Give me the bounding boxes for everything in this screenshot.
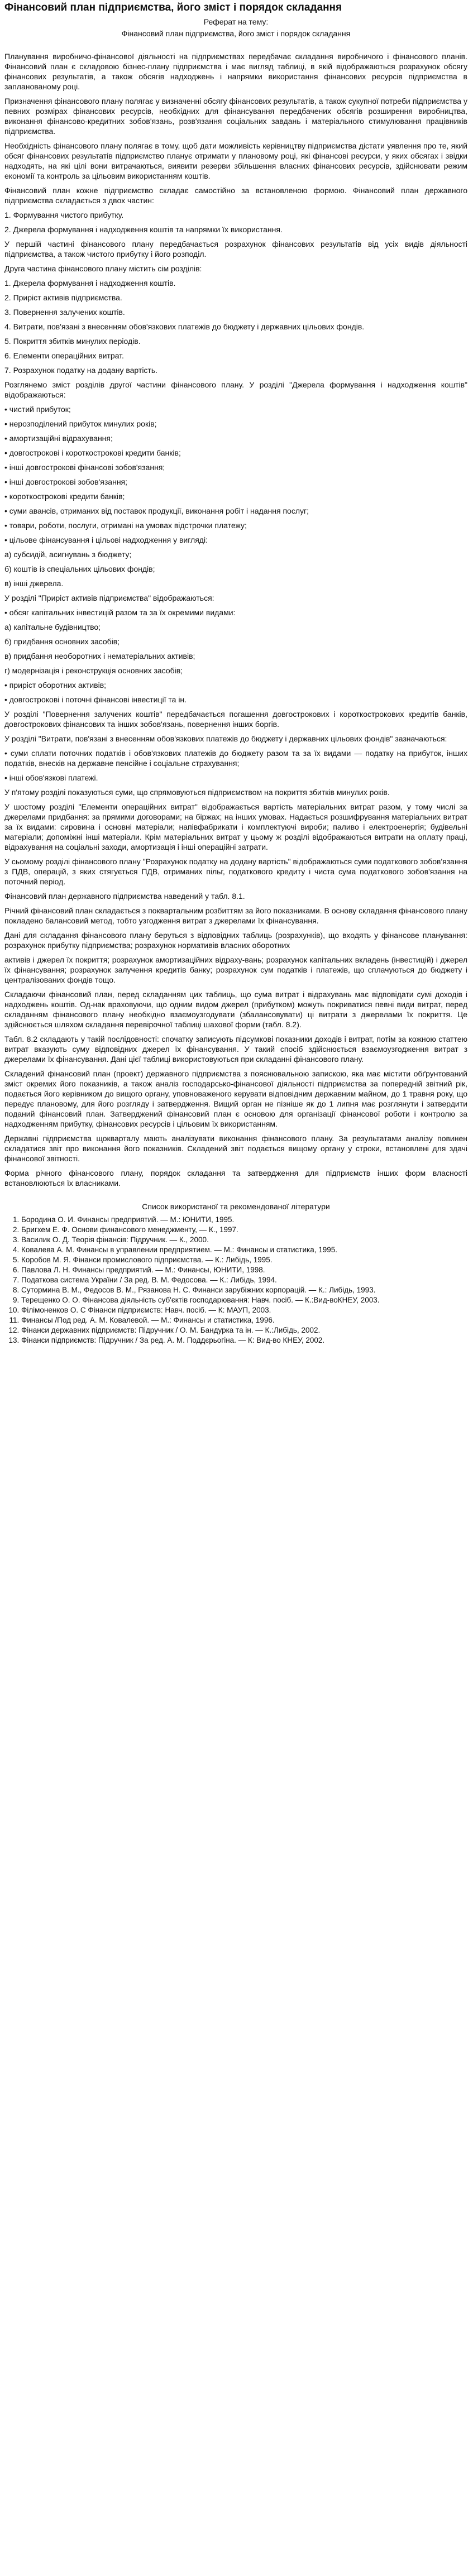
reference-item: 1. Бородина О. И. Финансы предприятий. — М.: ЮНИТИ, 1995.	[21, 1215, 467, 1224]
document-title: Фінансовий план підприємства, його зміст і порядок складання	[4, 2, 342, 13]
paragraph: Призначення фінансового плану полягає у визначенні обсягу фінансових результатів, а також сукупної потреби підприємства у певних розмірах фінансових ресурсів, необхідних для фінансування передбачених обсягів розширення виробництва, виконання фінансово-кредитних зобов'язань, розв'язання соціальних завдань і матеріального стимулювання працівників підприємства.	[4, 97, 467, 136]
reference-item: 4. Ковалева А. М. Финансы в управлении предприятием. — М.: Финансы и статистика, 1995.	[21, 1245, 467, 1255]
paragraph: Державні підприємства щокварталу мають аналізувати виконання фінансового плану. За результатами аналізу повинен складатися звіт про виконання його показників. Складений звіт подається вищому органу у строки, встановлені для здачі фінансової звітності.	[4, 1134, 467, 1163]
paragraph: • товари, роботи, послуги, отримані на умовах відстрочки платежу;	[4, 521, 247, 530]
reference-item: 2. Бригхем Е. Ф. Основи финансового менеджменту, — К., 1997.	[21, 1225, 467, 1234]
paragraph: активів і джерел їх покриття; розрахунок амортизаційних відраху-вань; розрахунок капітальних вкладень (інвестицій) і джерел їх фінансування; розрахунок залучення кредитів банку; розрахунок сум податків і платежів, що сплачуються до бюджету і централізованих фондів тощо.	[4, 955, 467, 984]
reference-item: 12. Фінанси державних підприємств: Підручник / О. М. Бандурка та ін. — К.:Либідь, 2002.	[21, 1325, 467, 1335]
paragraph: а) субсидій, асигнувань з бюджету;	[4, 550, 132, 559]
paragraph: Друга частина фінансового плану містить сім розділів:	[4, 264, 202, 273]
paragraph: У п'ятому розділі показуються суми, що спрямовуються підприємством на покриття збитків минулих років.	[4, 788, 390, 797]
paragraph: • інші обов'язкові платежі.	[4, 773, 98, 782]
paragraph: Фінансовий план державного підприємства наведений у табл. 8.1.	[4, 892, 245, 901]
paragraph: • суми сплати поточних податків і обов'язкових платежів до бюджету разом та за їх видами — податку на прибуток, інших податків, внесків на державне пенсійне і соціальне страхування;	[4, 749, 467, 768]
reference-item: 8. Сутормина В. М., Федосов В. М., Рязанова Н. С. Финанси зарубіжних корпорацій. — К.: Либідь, 1993.	[21, 1285, 467, 1295]
paragraph: в) придбання необоротних і нематеріальних активів;	[4, 652, 195, 660]
paragraph: в) інші джерела.	[4, 579, 64, 588]
body-text	[4, 51, 467, 1188]
paragraph: • нерозподілений прибуток минулих років;	[4, 419, 157, 428]
paragraph: б) придбання основних засобів;	[4, 637, 120, 646]
paragraph: У сьомому розділі фінансового плану "Розрахунок податку на додану вартість" відображаються суми податкового зобов'язання з ПДВ, операцій, з яких стягується ПДВ, отриманих пільг, податкового кредиту і чиста сума податкового зобов'язання на поточний період.	[4, 857, 467, 886]
paragraph: • чистий прибуток;	[4, 405, 71, 414]
paragraph: • приріст оборотних активів;	[4, 681, 107, 690]
reference-item: 5. Коробов М. Я. Фінанси промислового підприємства. — К.: Либідь, 1995.	[21, 1255, 467, 1265]
references-list	[4, 1215, 467, 1345]
paragraph: У першій частині фінансового плану передбачається розрахунок фінансових результатів від усіх видів діяльності підприємства, а також чистого прибутку і його розподіл.	[4, 240, 467, 258]
paragraph: Розглянемо зміст розділів другої частини фінансового плану. У розділі "Джерела формування і надходження коштів" відображаються:	[4, 380, 467, 399]
paragraph: • обсяг капітальних інвестицій разом та за їх окремими видами:	[4, 608, 236, 617]
paragraph: 7. Розрахунок податку на додану вартість.	[4, 366, 158, 375]
reference-item: 7. Податкова система України / За ред. В. М. Федосова. — К.: Либідь, 1994.	[21, 1275, 467, 1285]
essay-topic: Фінансовий план підприємства, його зміст і порядок складання	[121, 29, 351, 38]
paragraph: 4. Витрати, пов'язані з внесенням обов'язкових платежів до бюджету і державних цільових фондів.	[4, 322, 365, 331]
references-title: Список використаної та рекомендованої літератури	[142, 1202, 330, 1211]
paragraph: • амортизаційні відрахування;	[4, 434, 113, 443]
paragraph: г) модернізація і реконструкція основних засобів;	[4, 666, 183, 675]
paragraph: 2. Джерела формування і надходження коштів та напрямки їх використання.	[4, 225, 283, 234]
essay-label: Реферат на тему:	[203, 17, 269, 26]
paragraph: Табл. 8.2 складають у такій послідовності: спочатку записують підсумкові показники доходів і витрат, потім за кожною статтею витрат вказують суму відповідних джерел їх фінансування. У такий спосіб здійснюється взаємоузгодження витрат з джерелами їх фінансування. Дані цієї таблиці використовуються при складанні фінансового плану.	[4, 1035, 467, 1064]
reference-item: 9. Терещенко О. О. Фінансова діяльність суб'єктів господарювання: Навч. посіб. — К.:Вид-воКНЕУ, 2003.	[21, 1295, 467, 1305]
paragraph: • інші довгострокові зобов'язання;	[4, 477, 128, 486]
paragraph: 6. Елементи операційних витрат.	[4, 351, 124, 360]
paragraph: Складаючи фінансовий план, перед складанням цих таблиць, що сума витрат і відрахувань має відповідати сумі доходів і надходжень коштів. Од-нак враховуючи, що одним видом джерел (прибутком) можуть покриватися певні види витрат, перед складанням фінансового плану необхідно взаємоузгодувати (збалансовувати) ці витрати з джерелами їх покриття. Це здійснюється шляхом складання перевірочної таблиці шахової форми (табл. 8.2).	[4, 990, 467, 1029]
paragraph: У розділі "Витрати, пов'язані з внесенням обов'язкових платежів до бюджету і державних цільових фондів" зазначаються:	[4, 734, 447, 743]
paragraph: У шостому розділі "Елементи операційних витрат" відображається вартість матеріальних витрат разом, у тому числі за джерелами придбання: за прямими договорами; на біржах; на інших умовах. Надається розшифрування матеріальних витрат за їх видами: сировина і основні матеріали; напівфабрикати і комплектуючі вироби; паливо і електроенергія; будівельні матеріали; допоміжні інші матеріали. Крім матеріальних витрат у цьому ж розділі відображаються витрати на оплату праці, відрахування на соціальні заходи, амортизація і інші операційні затрати.	[4, 802, 467, 851]
paragraph: 1. Формування чистого прибутку.	[4, 210, 124, 219]
paragraph: • довгострокові і поточні фінансові інвестиції та ін.	[4, 695, 187, 704]
paragraph: Необхідність фінансового плану полягає в тому, щоб дати можливість керівництву підприємства дістати уявлення про те, який обсяг фінансових результатів підприємство планує отримати у плановому році, які фінансові ресурси, у яких обсягах і звідки надходять, на які цілі вони витрачаються, виявити резерви збільшення власних фінансових ресурсів, здійснювати режим економії та контроль за цільовим використанням коштів.	[4, 141, 467, 180]
paragraph: Фінансовий план кожне підприємство складає самостійно за встановленою формою. Фінансовий план державного підприємства складається з двох частин:	[4, 186, 467, 205]
paragraph: 1. Джерела формування і надходження коштів.	[4, 279, 176, 288]
paragraph: У розділі "Повернення залучених коштів" передбачається погашення довгострокових і короткострокових кредитів банків, довгострокових фінансових та інших зобов'язань, повернення інших боргів.	[4, 710, 467, 729]
paragraph: • цільове фінансування і цільові надходження у вигляді:	[4, 535, 208, 544]
paragraph: • інші довгострокові фінансові зобов'язання;	[4, 463, 165, 472]
paragraph: Річний фінансовий план складається з поквартальним розбиттям за його показниками. В основу складання фінансового плану покладено балансовий метод, тобто узгодження витрат з джерелами їх фінансування.	[4, 906, 467, 925]
paragraph: У розділі "Приріст активів підприємства" відображаються:	[4, 593, 214, 602]
paragraph: Дані для складання фінансового плану беруться з відповідних таблиць (розрахунків), що входять у фінансове планування: розрахунок прибутку підприємства; розрахунок нормативів власних оборотних	[4, 931, 467, 950]
paragraph: Складений фінансовий план (проект) державного підприємства з пояснювальною запискою, яка має містити обґрунтований зміст окремих його показників, а також аналіз господарсько-фінансової діяльності підприємства за попередній звітний рік, подається його керівником до вищого органу, уповноваженого керувати відповідним державним майном, до 1 травня року, що передує плановому, для його розгляду і затвердження. Вищий орган не пізніше як до 1 липня має розглянути і затвердити поданий фінансовий план. Затверджений фінансовий план є основою для організації фінансової роботи і контролю за надходженням прибутку, фінансових ресурсів і цільовим їх використанням.	[4, 1069, 467, 1128]
paragraph: 3. Повернення залучених коштів.	[4, 308, 125, 317]
paragraph: б) коштів із спеціальних цільових фондів;	[4, 564, 155, 573]
reference-item: 10. Філімоненков О. С Фінанси підприємств: Навч. посіб. — К: МАУП, 2003.	[21, 1305, 467, 1315]
reference-item: 3. Василик О. Д. Теорія фінансів: Підручник. — К., 2000.	[21, 1235, 467, 1244]
reference-item: 13. Фінанси підприємств: Підручник / За ред. А. М. Поддєрьогіна. — К: Вид-во КНЕУ, 2002.	[21, 1335, 467, 1345]
paragraph: • довгострокові і короткострокові кредити банків;	[4, 448, 181, 457]
paragraph: 2. Приріст активів підприємства.	[4, 293, 122, 302]
paragraph: • суми авансів, отриманих від поставок продукції, виконання робіт і надання послуг;	[4, 506, 309, 515]
reference-item: 11. Финансы /Под ред. А. М. Ковалевой. — М.: Финансы и статистика, 1996.	[21, 1315, 467, 1325]
reference-item: 6. Павлова Л. Н. Финансы предприятий. — М.: Финансы, ЮНИТИ, 1998.	[21, 1265, 467, 1275]
paragraph: а) капітальне будівництво;	[4, 623, 101, 631]
paragraph: Форма річного фінансового плану, порядок складання та затвердження для підприємств інших форм власності встановлюються їх власниками.	[4, 1169, 467, 1188]
paragraph: 5. Покриття збитків минулих періодів.	[4, 337, 141, 346]
paragraph: Планування виробничо-фінансової діяльності на підприємствах передбачає складання виробничого і фінансового планів. Фінансовий план є складовою бізнес-плану підприємства і має вигляд таблиці, в якій відображаються розрахунок обсягу фінансових результатів, а також обсягів надходжень і напрямки використання фінансових ресурсів підприємства в запланованому році.	[4, 52, 467, 91]
paragraph: • короткострокові кредити банків;	[4, 492, 125, 501]
